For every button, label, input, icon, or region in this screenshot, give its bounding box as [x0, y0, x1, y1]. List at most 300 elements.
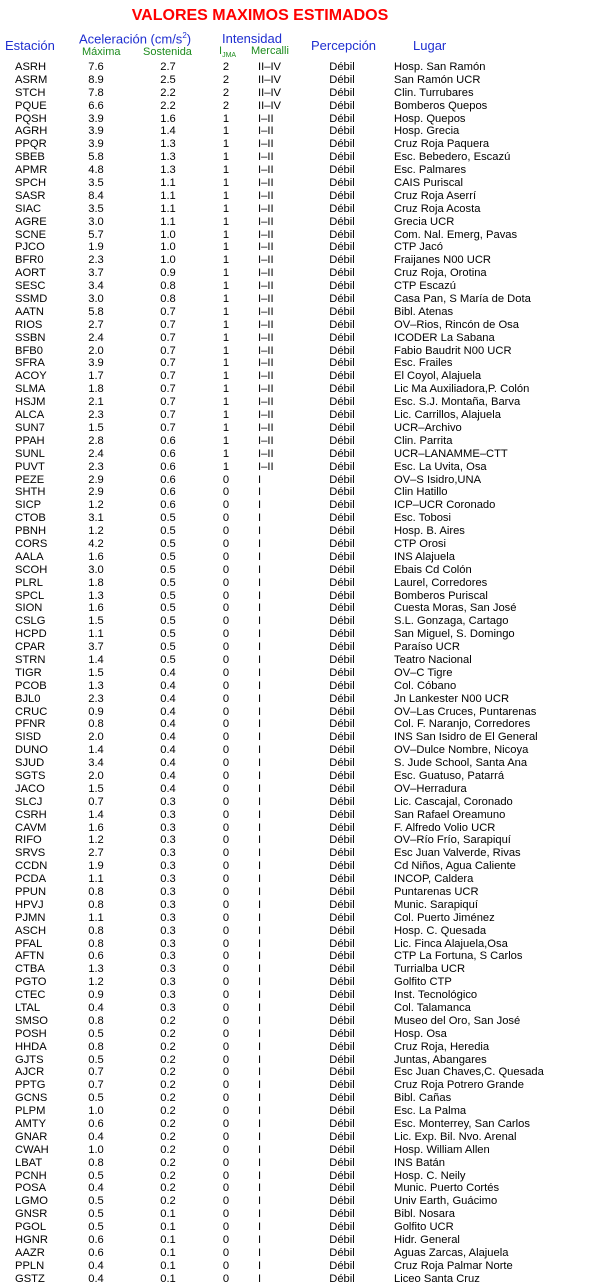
- station-code: PPQR: [15, 138, 47, 151]
- location: Col. F. Naranjo, Corredores: [394, 718, 531, 731]
- location: Hidr. General: [394, 1234, 460, 1247]
- perception: Débil: [329, 1208, 355, 1221]
- jma-intensity: 0: [222, 1169, 230, 1182]
- jma-intensity: 0: [222, 1259, 230, 1272]
- mercalli-intensity: I: [258, 808, 262, 821]
- perception: Débil: [329, 1066, 355, 1079]
- perception: Débil: [329, 473, 355, 486]
- station-code: CTEC: [15, 989, 46, 1002]
- header-sostenida: Sostenida: [143, 46, 192, 58]
- perception: Débil: [329, 1195, 355, 1208]
- max-acceleration: 2.4: [88, 447, 104, 460]
- max-acceleration: 1.6: [88, 821, 104, 834]
- table-row: [0, 886, 590, 899]
- header-lugar: Lugar: [413, 38, 447, 53]
- jma-intensity: 1: [222, 293, 230, 306]
- station-code: SICP: [15, 499, 42, 512]
- max-acceleration: 0.5: [88, 1221, 104, 1234]
- perception: Débil: [329, 911, 355, 924]
- station-code: SHTH: [15, 486, 46, 499]
- station-code: SGTS: [15, 769, 46, 782]
- sustained-acceleration: 0.3: [160, 1002, 176, 1015]
- max-acceleration: 1.8: [88, 383, 104, 396]
- perception: Débil: [329, 1040, 355, 1053]
- max-acceleration: 3.0: [88, 293, 104, 306]
- station-code: PPLN: [15, 1259, 45, 1272]
- mercalli-intensity: I: [258, 666, 262, 679]
- sustained-acceleration: 0.4: [160, 744, 176, 757]
- sustained-acceleration: 0.2: [160, 1143, 176, 1156]
- table-row: [0, 345, 590, 358]
- table-row: [0, 229, 590, 242]
- table-row: [0, 783, 590, 796]
- location: Hosp. Quepos: [394, 112, 466, 125]
- sustained-acceleration: 0.8: [160, 280, 176, 293]
- location: Turrialba UCR: [394, 963, 466, 976]
- perception: Débil: [329, 963, 355, 976]
- perception: Débil: [329, 525, 355, 538]
- jma-intensity: 0: [222, 550, 230, 563]
- station-code: ASCH: [15, 924, 47, 937]
- mercalli-intensity: I: [258, 512, 262, 525]
- table-row: [0, 474, 590, 487]
- sustained-acceleration: 0.6: [160, 434, 176, 447]
- table-row: [0, 151, 590, 164]
- jma-intensity: 0: [222, 1040, 230, 1053]
- table-row: [0, 267, 590, 280]
- station-code: SBEB: [15, 151, 45, 164]
- jma-intensity: 0: [222, 1092, 230, 1105]
- perception: Débil: [329, 151, 355, 164]
- perception: Débil: [329, 486, 355, 499]
- table-row: [0, 641, 590, 654]
- sustained-acceleration: 0.4: [160, 666, 176, 679]
- max-acceleration: 2.1: [88, 396, 104, 409]
- mercalli-intensity: I: [258, 950, 262, 963]
- max-acceleration: 1.5: [88, 421, 104, 434]
- max-acceleration: 0.7: [88, 1066, 104, 1079]
- table-row: [0, 1208, 590, 1221]
- mercalli-intensity: I: [258, 615, 262, 628]
- location: Puntarenas UCR: [394, 886, 479, 898]
- location: Munic. Sarapiquí: [394, 898, 478, 911]
- location: Hosp. San Ramón: [394, 61, 486, 73]
- report-title: VALORES MAXIMOS ESTIMADOS: [131, 7, 389, 24]
- station-code: PGOL: [15, 1221, 47, 1234]
- location: Lic. Cascajal, Coronado: [394, 795, 513, 808]
- max-acceleration: 6.6: [88, 99, 104, 112]
- table-row: [0, 1170, 590, 1183]
- mercalli-intensity: I–II: [258, 177, 274, 190]
- station-code: HHDA: [15, 1040, 47, 1053]
- sustained-acceleration: 0.2: [160, 1014, 176, 1027]
- table-row: [0, 822, 590, 835]
- sustained-acceleration: 0.7: [160, 370, 176, 383]
- jma-intensity: 0: [222, 1066, 230, 1079]
- sustained-acceleration: 0.6: [160, 460, 176, 473]
- mercalli-intensity: I: [258, 1208, 262, 1221]
- max-acceleration: 1.2: [88, 525, 104, 538]
- location: Golfito UCR: [394, 1221, 454, 1234]
- perception: Débil: [329, 808, 355, 821]
- jma-intensity: 1: [222, 189, 230, 202]
- station-code: AJCR: [15, 1066, 45, 1079]
- table-row: [0, 796, 590, 809]
- location: Bomberos Puriscal: [394, 589, 488, 602]
- perception: Débil: [329, 447, 355, 460]
- jma-intensity: 0: [222, 615, 230, 628]
- jma-intensity: 1: [222, 112, 230, 125]
- perception: Débil: [329, 641, 355, 654]
- sustained-acceleration: 0.6: [160, 447, 176, 460]
- sustained-acceleration: 0.5: [160, 576, 176, 589]
- table-row: [0, 1182, 590, 1195]
- max-acceleration: 3.0: [88, 563, 104, 576]
- mercalli-intensity: I: [258, 1014, 262, 1027]
- jma-intensity: 0: [222, 873, 230, 886]
- table-row: [0, 190, 590, 203]
- station-code: CCDN: [15, 860, 48, 873]
- table-row: [0, 680, 590, 693]
- mercalli-intensity: I: [258, 924, 262, 937]
- jma-intensity: 1: [222, 151, 230, 164]
- station-code: DUNO: [15, 744, 48, 757]
- station-code: PFAL: [15, 937, 43, 950]
- table-row: [0, 87, 590, 100]
- max-acceleration: 1.0: [88, 1143, 104, 1156]
- station-code: SSBN: [15, 331, 46, 344]
- jma-intensity: 2: [222, 86, 230, 99]
- station-code: SSMD: [15, 293, 48, 306]
- perception: Débil: [329, 1143, 355, 1156]
- jma-intensity: 1: [222, 409, 230, 422]
- perception: Débil: [329, 99, 355, 112]
- sustained-acceleration: 0.3: [160, 963, 176, 976]
- location: ICODER La Sabana: [394, 331, 495, 344]
- station-code: SLCJ: [15, 795, 43, 808]
- jma-intensity: 0: [222, 808, 230, 821]
- mercalli-intensity: I: [258, 1040, 262, 1053]
- mercalli-intensity: II–IV: [258, 86, 282, 99]
- table-row: [0, 461, 590, 474]
- table-row: [0, 873, 590, 886]
- sustained-acceleration: 1.0: [160, 254, 176, 267]
- jma-intensity: 2: [222, 99, 230, 112]
- jma-intensity: 0: [222, 692, 230, 705]
- perception: Débil: [329, 937, 355, 950]
- max-acceleration: 3.0: [88, 215, 104, 228]
- table-row: [0, 667, 590, 680]
- perception: Débil: [329, 1002, 355, 1015]
- max-acceleration: 0.4: [88, 1002, 104, 1015]
- max-acceleration: 1.4: [88, 808, 104, 821]
- station-code: HSJM: [15, 396, 46, 409]
- max-acceleration: 1.6: [88, 550, 104, 563]
- table-row: [0, 693, 590, 706]
- mercalli-intensity: I: [258, 1118, 262, 1131]
- jma-intensity: 0: [222, 1221, 230, 1234]
- jma-intensity: 0: [222, 1079, 230, 1092]
- mercalli-intensity: I–II: [258, 151, 274, 164]
- location: Laurel, Corredores: [394, 576, 488, 589]
- station-code: GJTS: [15, 1053, 44, 1066]
- mercalli-intensity: I: [258, 898, 262, 911]
- header-ijma: [219, 45, 236, 59]
- perception: Débil: [329, 731, 355, 744]
- sustained-acceleration: 0.3: [160, 976, 176, 989]
- table-row: [0, 538, 590, 551]
- mercalli-intensity: I: [258, 525, 262, 538]
- header-aceleracion-exponent: 2: [182, 31, 187, 40]
- mercalli-intensity: I: [258, 795, 262, 808]
- table-row: [0, 293, 590, 306]
- sustained-acceleration: 0.7: [160, 344, 176, 357]
- jma-intensity: 0: [222, 705, 230, 718]
- sustained-acceleration: 0.5: [160, 512, 176, 525]
- mercalli-intensity: I: [258, 628, 262, 641]
- jma-intensity: 0: [222, 589, 230, 602]
- jma-intensity: 0: [222, 782, 230, 795]
- sustained-acceleration: 0.2: [160, 1182, 176, 1195]
- jma-intensity: 1: [222, 460, 230, 473]
- table-row: [0, 216, 590, 229]
- mercalli-intensity: I–II: [258, 331, 274, 344]
- jma-intensity: 0: [222, 1208, 230, 1221]
- mercalli-intensity: I: [258, 499, 262, 512]
- station-code: SLMA: [15, 383, 46, 396]
- station-code: SRVS: [15, 847, 46, 860]
- station-code: AGRE: [15, 215, 47, 228]
- jma-intensity: 0: [222, 1272, 230, 1285]
- location: Cruz Roja Palmar Norte: [394, 1259, 513, 1272]
- station-code: PLRL: [15, 576, 43, 589]
- perception: Débil: [329, 164, 355, 177]
- mercalli-intensity: I: [258, 563, 262, 576]
- mercalli-intensity: I–II: [258, 164, 274, 177]
- perception: Débil: [329, 782, 355, 795]
- location: OV–Las Cruces, Puntarenas: [394, 705, 537, 718]
- perception: Débil: [329, 1027, 355, 1040]
- sustained-acceleration: 0.4: [160, 718, 176, 731]
- location: Cruz Roja, Heredia: [394, 1040, 490, 1053]
- mercalli-intensity: I: [258, 976, 262, 989]
- table-row: [0, 757, 590, 770]
- max-acceleration: 3.9: [88, 138, 104, 151]
- perception: Débil: [329, 615, 355, 628]
- max-acceleration: 2.4: [88, 331, 104, 344]
- sustained-acceleration: 1.3: [160, 151, 176, 164]
- jma-intensity: 0: [222, 718, 230, 731]
- max-acceleration: 0.6: [88, 1118, 104, 1131]
- sustained-acceleration: 0.2: [160, 1195, 176, 1208]
- location: Cruz Roja, Orotina: [394, 267, 487, 280]
- location: San Miguel, S. Domingo: [394, 628, 515, 641]
- mercalli-intensity: I: [258, 769, 262, 782]
- location: Hosp. B. Aires: [394, 525, 465, 538]
- jma-intensity: 1: [222, 254, 230, 267]
- location: Esc. S.J. Montaña, Barva: [394, 396, 521, 409]
- location: CTP Orosi: [394, 537, 447, 550]
- location: UCR–LANAMME–CTT: [394, 447, 508, 460]
- mercalli-intensity: I: [258, 473, 262, 486]
- mercalli-intensity: I: [258, 1234, 262, 1247]
- perception: Débil: [329, 1079, 355, 1092]
- perception: Débil: [329, 744, 355, 757]
- max-acceleration: 0.5: [88, 1053, 104, 1066]
- station-code: PCNH: [15, 1169, 47, 1182]
- max-acceleration: 5.7: [88, 228, 104, 241]
- jma-intensity: 1: [222, 421, 230, 434]
- station-code: PQSH: [15, 112, 47, 125]
- sustained-acceleration: 0.2: [160, 1040, 176, 1053]
- mercalli-intensity: I: [258, 911, 262, 924]
- perception: Débil: [329, 409, 355, 422]
- sustained-acceleration: 0.2: [160, 1118, 176, 1131]
- sustained-acceleration: 0.7: [160, 383, 176, 396]
- location: Esc. Guatuso, Patarrá: [394, 769, 505, 782]
- mercalli-intensity: I: [258, 1246, 262, 1259]
- table-row: [0, 1066, 590, 1079]
- max-acceleration: 0.8: [88, 718, 104, 731]
- jma-intensity: 0: [222, 989, 230, 1002]
- sustained-acceleration: 0.1: [160, 1221, 176, 1234]
- perception: Débil: [329, 434, 355, 447]
- jma-intensity: 1: [222, 370, 230, 383]
- perception: Débil: [329, 112, 355, 125]
- mercalli-intensity: I: [258, 1105, 262, 1118]
- location: El Coyol, Alajuela: [394, 370, 482, 383]
- location: Com. Nal. Emerg, Pavas: [394, 228, 518, 241]
- location: S.L. Gonzaga, Cartago: [394, 615, 509, 628]
- mercalli-intensity: II–IV: [258, 73, 282, 86]
- table-row: [0, 1195, 590, 1208]
- jma-intensity: 1: [222, 138, 230, 151]
- station-code: SIAC: [15, 202, 42, 215]
- jma-intensity: 0: [222, 744, 230, 757]
- station-code: PLPM: [15, 1105, 46, 1118]
- table-row: [0, 654, 590, 667]
- max-acceleration: 3.7: [88, 641, 104, 654]
- max-acceleration: 8.9: [88, 73, 104, 86]
- table-row: [0, 602, 590, 615]
- sustained-acceleration: 0.6: [160, 473, 176, 486]
- station-code: HCPD: [15, 628, 47, 641]
- max-acceleration: 2.9: [88, 486, 104, 499]
- station-code: CRUC: [15, 705, 48, 718]
- perception: Débil: [329, 1014, 355, 1027]
- max-acceleration: 2.7: [88, 847, 104, 860]
- mercalli-intensity: I–II: [258, 421, 274, 434]
- header-intensidad: Intensidad: [222, 31, 282, 46]
- station-code: SCNE: [15, 228, 47, 241]
- perception: Débil: [329, 1221, 355, 1234]
- station-code: SJUD: [15, 757, 45, 770]
- sustained-acceleration: 0.3: [160, 847, 176, 860]
- perception: Débil: [329, 267, 355, 280]
- table-row: [0, 834, 590, 847]
- mercalli-intensity: I–II: [258, 228, 274, 241]
- max-acceleration: 0.9: [88, 989, 104, 1002]
- sustained-acceleration: 0.2: [160, 1092, 176, 1105]
- station-code: ASRM: [15, 73, 48, 86]
- max-acceleration: 0.8: [88, 1156, 104, 1169]
- station-code: AALA: [15, 550, 44, 563]
- sustained-acceleration: 0.4: [160, 692, 176, 705]
- station-code: PUVT: [15, 460, 45, 473]
- max-acceleration: 1.3: [88, 679, 104, 692]
- location: Lic. Carrillos, Alajuela: [394, 409, 501, 422]
- sustained-acceleration: 0.3: [160, 808, 176, 821]
- table-row: [0, 963, 590, 976]
- perception: Débil: [329, 576, 355, 589]
- perception: Débil: [329, 86, 355, 99]
- table-row: [0, 1118, 590, 1131]
- mercalli-intensity: I: [258, 1002, 262, 1015]
- location: San Rafael Oreamuno: [394, 808, 506, 821]
- max-acceleration: 1.5: [88, 615, 104, 628]
- mercalli-intensity: I–II: [258, 434, 274, 447]
- jma-intensity: 0: [222, 1182, 230, 1195]
- station-code: PCOB: [15, 679, 47, 692]
- jma-intensity: 0: [222, 937, 230, 950]
- jma-intensity: 0: [222, 1105, 230, 1118]
- jma-intensity: 0: [222, 769, 230, 782]
- mercalli-intensity: I: [258, 1156, 262, 1169]
- sustained-acceleration: 0.4: [160, 782, 176, 795]
- mercalli-intensity: I–II: [258, 383, 274, 396]
- location: F. Alfredo Volio UCR: [394, 821, 496, 834]
- table-row: [0, 1002, 590, 1015]
- location: Lic Ma Auxiliadora,P. Colón: [394, 383, 530, 396]
- table-row: [0, 1028, 590, 1041]
- location: Cruz Roja Acosta: [394, 202, 481, 215]
- jma-intensity: 0: [222, 860, 230, 873]
- max-acceleration: 1.5: [88, 666, 104, 679]
- jma-intensity: 0: [222, 1234, 230, 1247]
- table-row: [0, 615, 590, 628]
- perception: Débil: [329, 254, 355, 267]
- table-row: [0, 241, 590, 254]
- jma-intensity: 1: [222, 318, 230, 331]
- perception: Débil: [329, 873, 355, 886]
- mercalli-intensity: I: [258, 731, 262, 744]
- perception: Débil: [329, 679, 355, 692]
- station-code: AATN: [15, 305, 45, 318]
- mercalli-intensity: I–II: [258, 280, 274, 293]
- sustained-acceleration: 2.2: [160, 99, 176, 112]
- max-acceleration: 0.7: [88, 795, 104, 808]
- max-acceleration: 0.8: [88, 898, 104, 911]
- max-acceleration: 3.9: [88, 112, 104, 125]
- jma-intensity: 0: [222, 576, 230, 589]
- perception: Débil: [329, 280, 355, 293]
- sustained-acceleration: 0.4: [160, 731, 176, 744]
- max-acceleration: 0.8: [88, 937, 104, 950]
- table-row: [0, 1079, 590, 1092]
- max-acceleration: 0.5: [88, 1092, 104, 1105]
- station-code: GNSR: [15, 1208, 48, 1221]
- max-acceleration: 1.8: [88, 576, 104, 589]
- mercalli-intensity: I: [258, 886, 262, 898]
- jma-intensity: 0: [222, 1002, 230, 1015]
- jma-intensity: 1: [222, 280, 230, 293]
- jma-intensity: 0: [222, 963, 230, 976]
- location: Esc. Palmares: [394, 164, 467, 177]
- mercalli-intensity: II–IV: [258, 61, 282, 73]
- location: Grecia UCR: [394, 215, 455, 228]
- perception: Débil: [329, 692, 355, 705]
- location: Ebais Cd Colón: [394, 563, 472, 576]
